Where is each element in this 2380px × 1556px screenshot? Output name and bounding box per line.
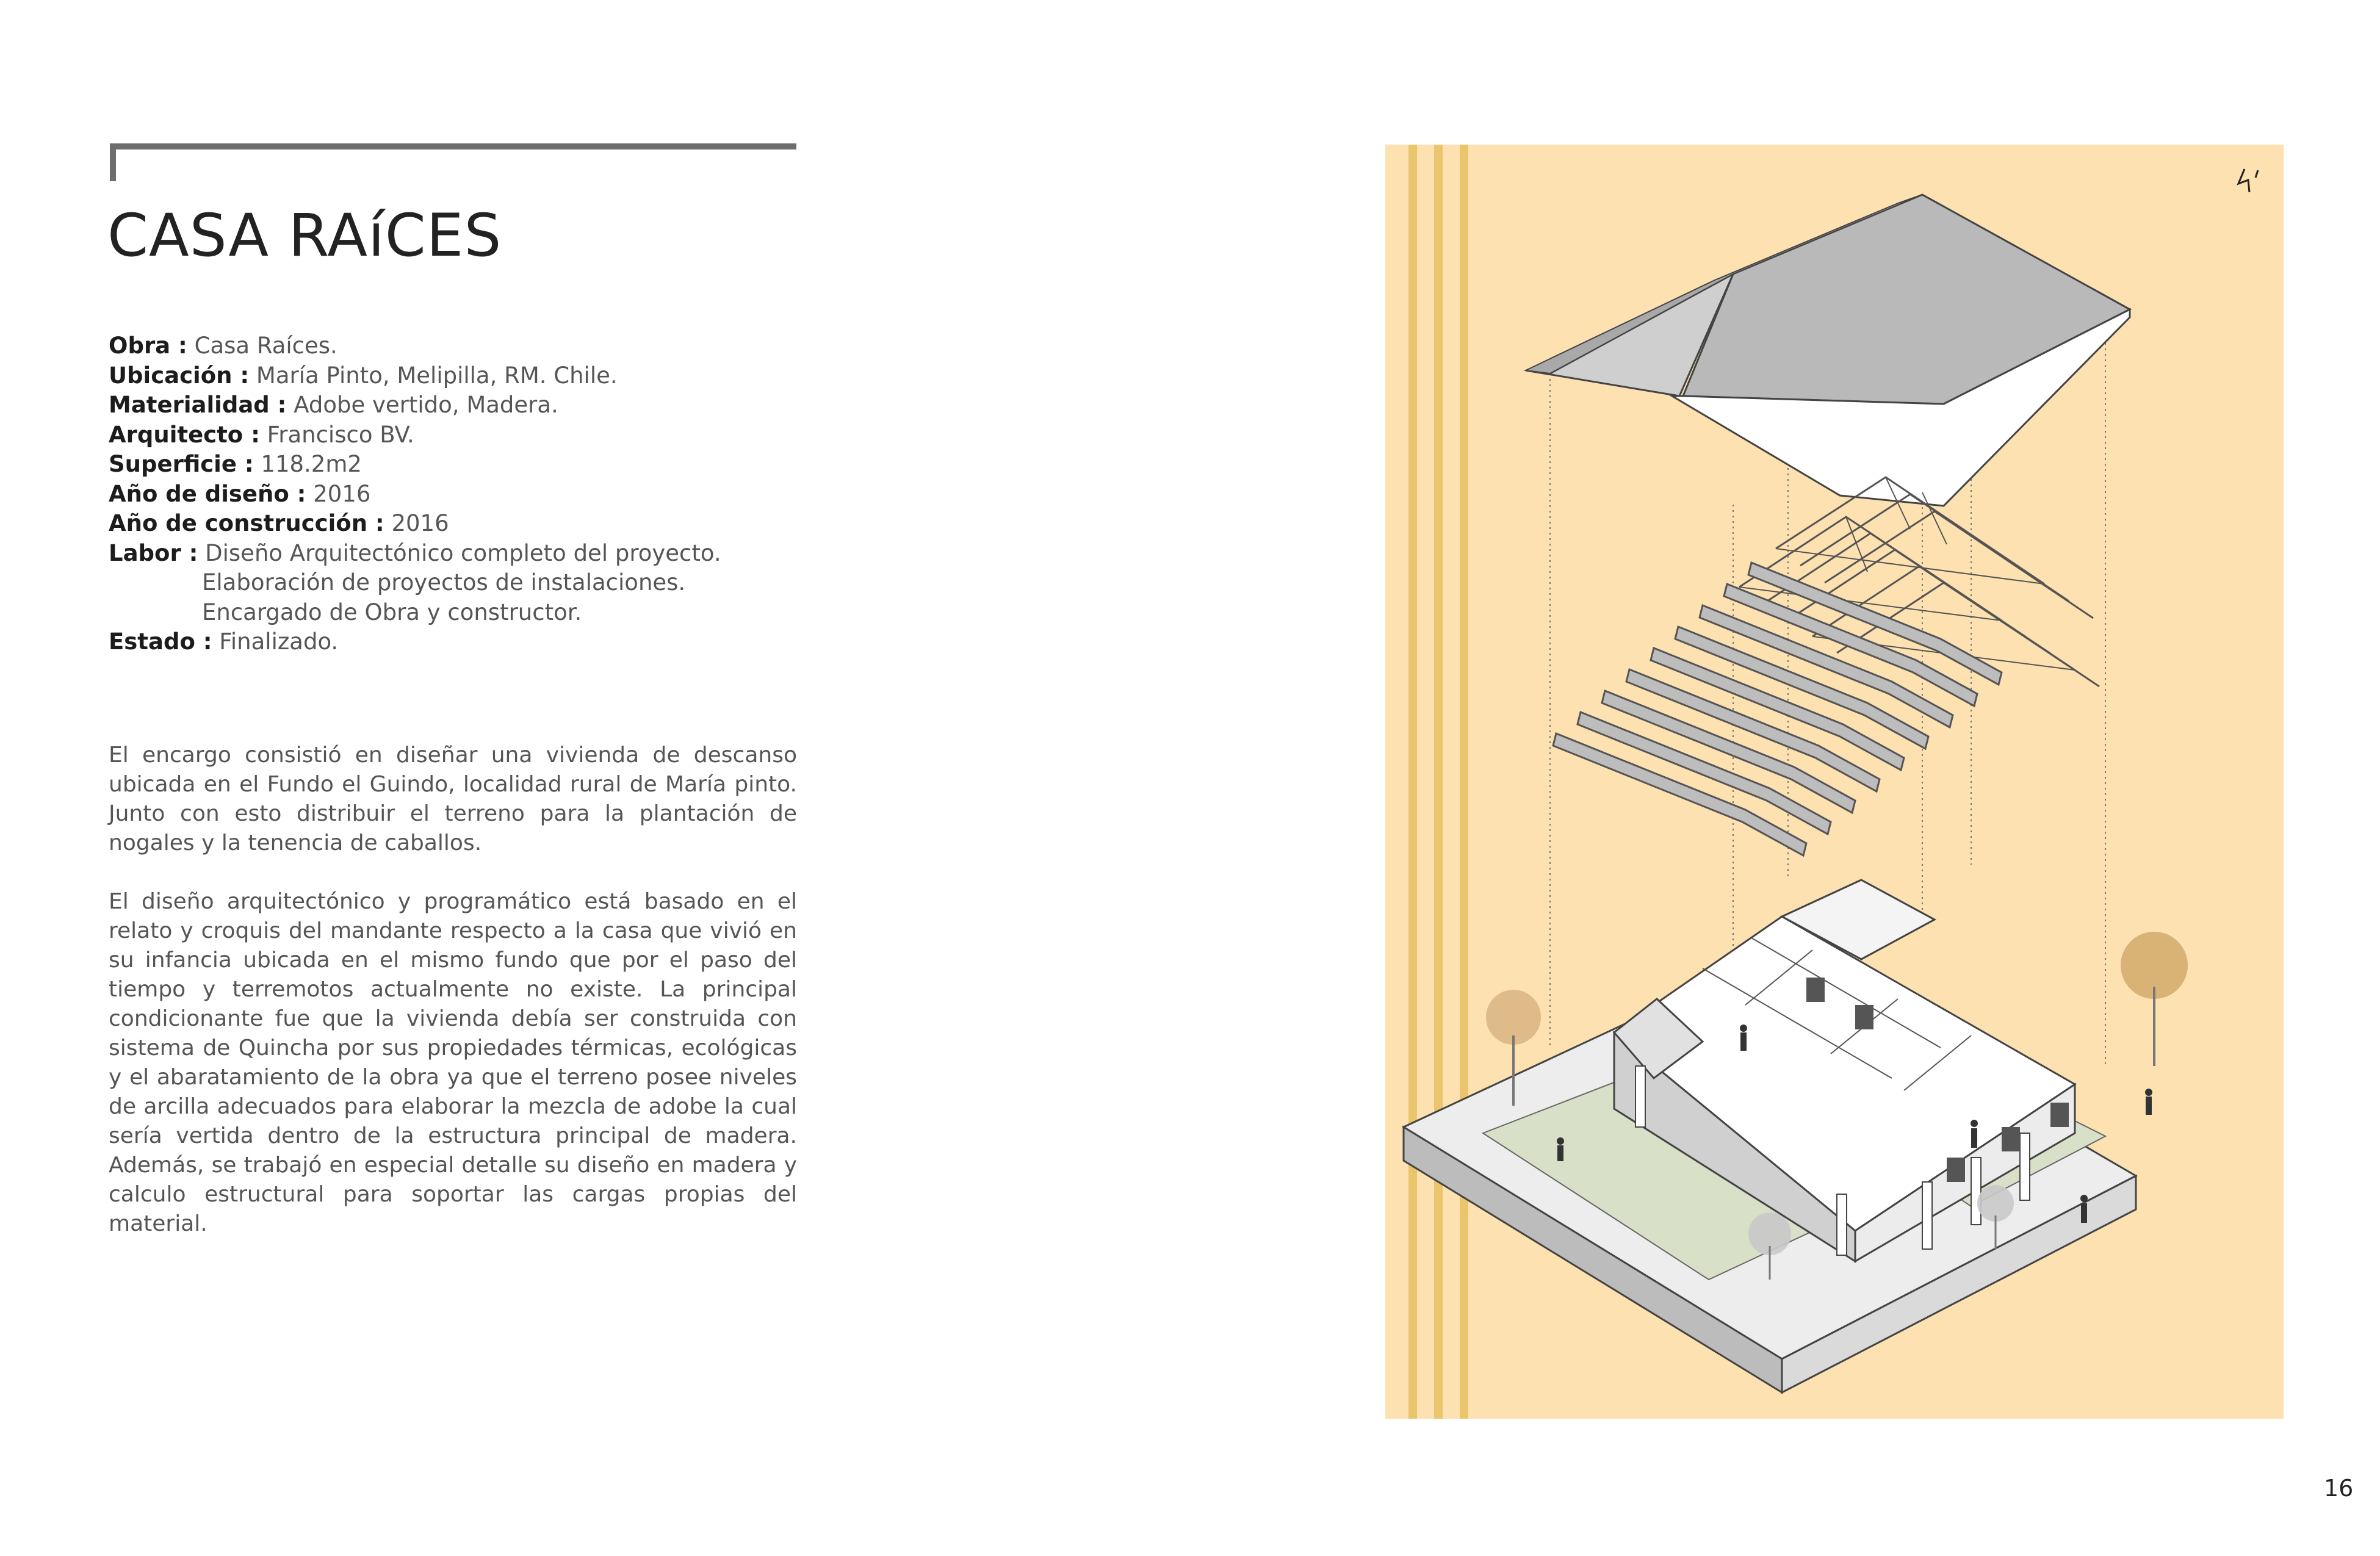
fact-labor: Labor : Diseño Arquitectónico completo del proyecto. (109, 539, 721, 566)
fact-labor-line-2: Elaboración de proyectos de instalaciones. (202, 569, 686, 596)
roof (1526, 195, 2130, 506)
title-rule-vertical (110, 143, 116, 181)
fact-estado: Estado : Finalizado. (109, 629, 339, 655)
rafters (1553, 563, 2002, 855)
fact-arquitecto: Arquitecto : Francisco BV. (109, 421, 414, 448)
project-facts (109, 331, 804, 657)
axonometric-illustration-panel (1385, 145, 2284, 1419)
title-rule-horizontal (110, 143, 796, 149)
fact-obra: Obra : Casa Raíces. (109, 333, 337, 359)
page-number: 16 (2324, 1475, 2354, 1502)
fact-superficie: Superficie : 118.2m2 (109, 451, 362, 477)
fact-labor-line-3: Encargado de Obra y constructor. (202, 599, 582, 625)
exploded-axonometric-drawing (1385, 145, 2284, 1419)
description-paragraph-2: El diseño arquitectónico y programático está basado en el relato y croquis del mandante respecto a la casa que vivió en su infancia ubicada en el mismo fundo que por el paso del tiempo y terremotos actualmente no existe. La principal condicionante fue que la vivienda debía ser construida con sistema de Quincha por sus propiedades térmicas, ecológicas y el abaratamiento de la obra ya que el terreno posee niveles de arcilla adecuados para elaborar la mezcla de adobe la cual sería vertida dentro de la estructura principal de madera. Además, se trabajó en especial detalle su diseño en madera y calculo estructural para soportar las cargas propias del material. (109, 889, 797, 1236)
fact-ubicacion: Ubicación : María Pinto, Melipilla, RM. Chile. (109, 362, 618, 389)
fact-ano-diseno: Año de diseño : 2016 (109, 480, 371, 507)
fact-materialidad: Materialidad : Adobe vertido, Madera. (109, 392, 558, 418)
project-title: CASA RAíCES (107, 201, 502, 270)
description-paragraph-1: El encargo consistió en diseñar una vivienda de descanso ubicada en el Fundo el Guindo, localidad rural de María pinto. Junto con esto distribuir el terreno para la plantación de nogales y la tenencia de caballos. (109, 743, 797, 855)
fact-ano-construccion: Año de construcción : 2016 (109, 510, 449, 536)
